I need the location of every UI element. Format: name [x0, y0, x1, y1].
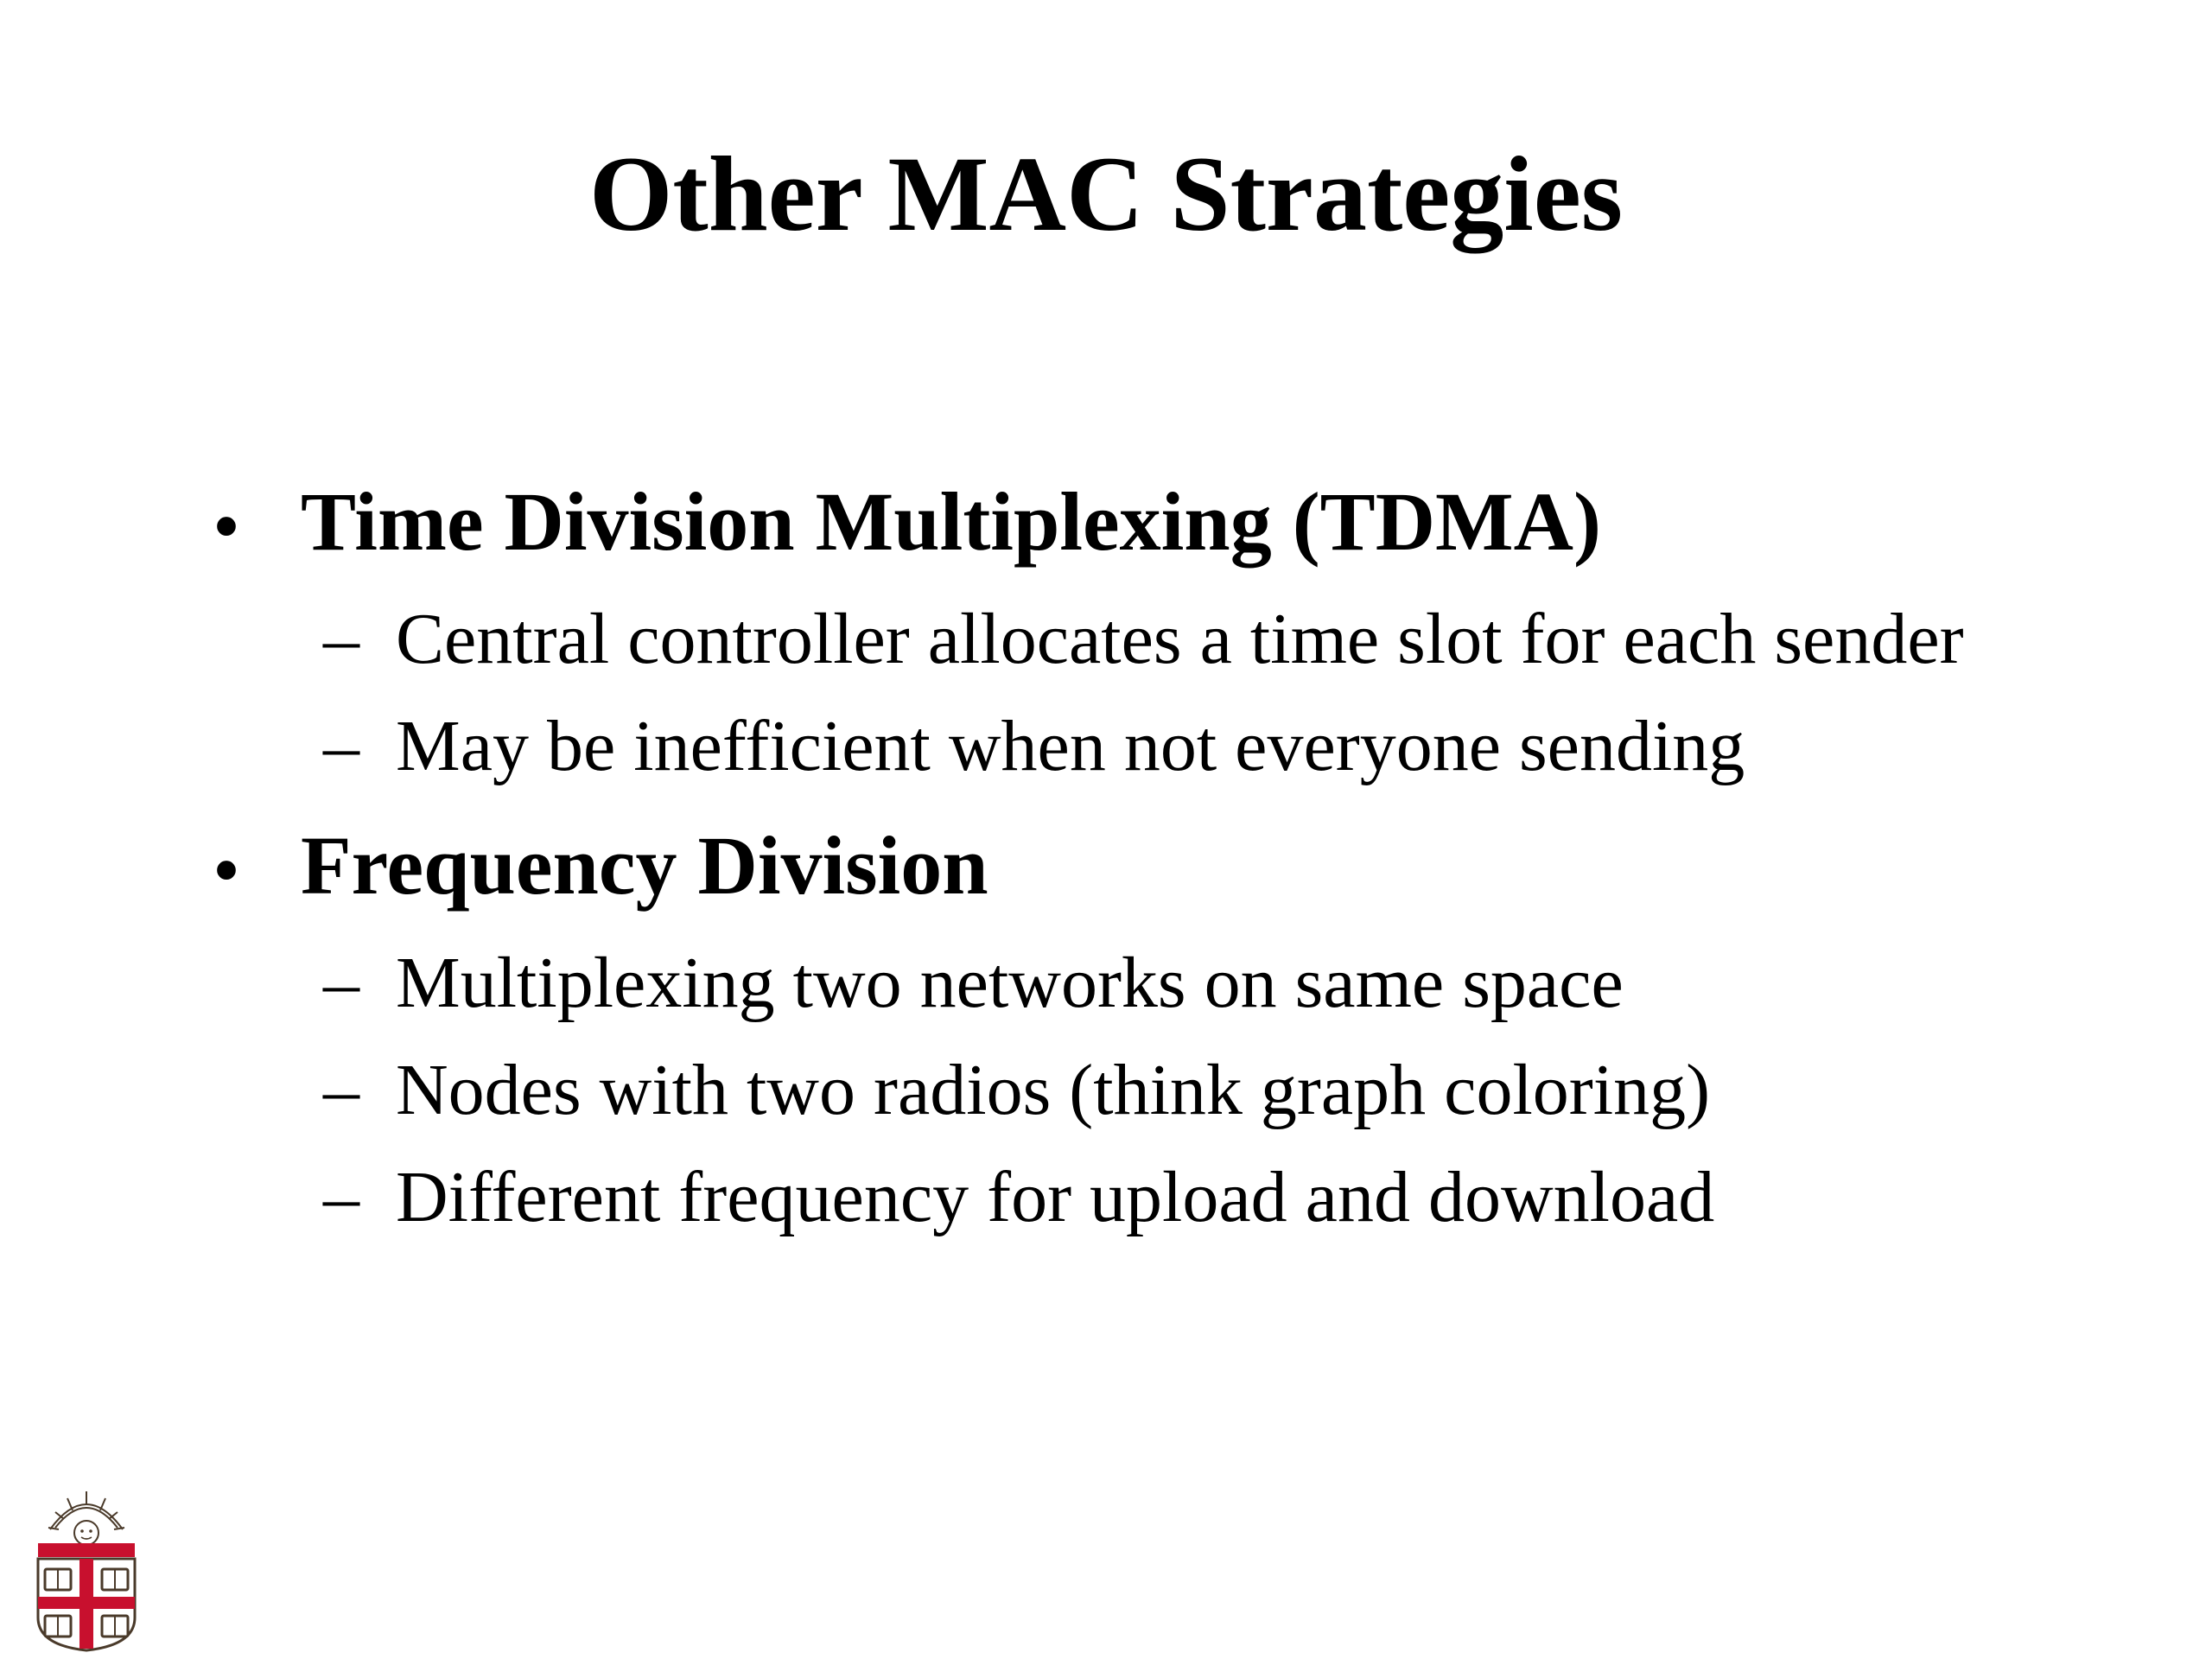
bullet-item	[214, 467, 2115, 582]
sub-item-text: May be inefficient when not everyone sending	[396, 706, 1745, 786]
sub-item-text: Different frequency for upload and download	[396, 1157, 1715, 1237]
university-crest-icon	[33, 1479, 140, 1652]
sub-marker: –	[323, 943, 359, 1023]
sub-item	[323, 693, 2115, 800]
slide-content	[214, 467, 2115, 1258]
sub-list	[214, 586, 2115, 800]
bullet-text: Time Division Multiplexing (TDMA)	[301, 475, 1601, 568]
bullet-item	[214, 810, 2115, 926]
sub-marker: –	[323, 706, 359, 786]
sub-marker: –	[323, 1157, 359, 1237]
sub-item	[323, 1037, 2115, 1144]
sub-marker: –	[323, 599, 359, 679]
sub-item-text: Central controller allocates a time slot for each sender	[396, 599, 1964, 679]
slide-title: Other MAC Strategies	[588, 135, 1624, 253]
sub-item	[323, 586, 2115, 693]
sub-list	[214, 930, 2115, 1251]
bullet-text: Frequency Division	[301, 819, 988, 912]
sub-item-text: Multiplexing two networks on same space	[396, 943, 1624, 1023]
bullet-marker: •	[214, 489, 239, 565]
bullet-group-2	[214, 810, 2115, 1251]
sub-item	[323, 930, 2115, 1037]
bullet-marker: •	[214, 833, 239, 909]
bullet-group-1	[214, 467, 2115, 800]
sub-marker: –	[323, 1050, 359, 1130]
sub-item-text: Nodes with two radios (think graph coloring)	[396, 1050, 1711, 1130]
sub-item	[323, 1144, 2115, 1251]
